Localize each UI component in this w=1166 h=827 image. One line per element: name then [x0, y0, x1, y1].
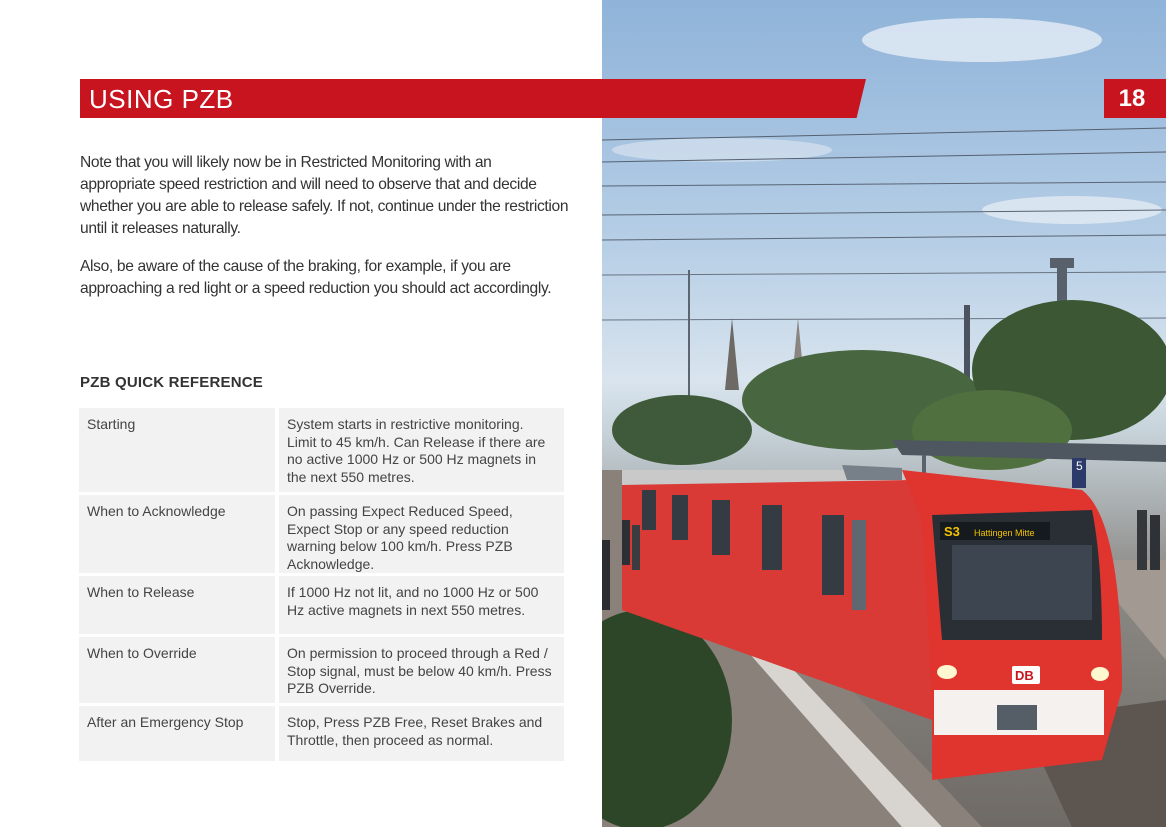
- row-description: On permission to proceed through a Red / Stop signal, must be below 40 km/h. Press PZB Override.: [275, 637, 564, 703]
- table-row: [79, 495, 564, 573]
- platform-number: 5: [1076, 459, 1083, 473]
- row-label: Starting: [79, 408, 275, 492]
- train-scene-illustration: [602, 0, 1166, 827]
- page-number: 18: [1118, 85, 1146, 112]
- row-description: If 1000 Hz not lit, and no 1000 Hz or 500 Hz active magnets in next 550 metres.: [275, 576, 564, 634]
- train-photo: [602, 0, 1166, 827]
- train-destination-display: Hattingen Mitte: [974, 528, 1035, 538]
- reference-table: [79, 405, 564, 764]
- table-row: [79, 706, 564, 761]
- table-row: [79, 576, 564, 634]
- train-route-display: S3: [944, 524, 960, 539]
- body-paragraph-2: Also, be aware of the cause of the braking, for example, if you are approaching a red light or a speed reduction you should act accordingly.: [80, 258, 552, 297]
- page-title: USING PZB: [89, 84, 234, 114]
- row-description: System starts in restrictive monitoring. Limit to 45 km/h. Can Release if there are no active 1000 Hz or 500 Hz magnets in the next 550 metres.: [275, 408, 564, 492]
- db-logo: DB: [1015, 668, 1034, 683]
- row-description: Stop, Press PZB Free, Reset Brakes and Throttle, then proceed as normal.: [275, 706, 564, 761]
- row-label: When to Release: [79, 576, 275, 634]
- table-row: [79, 408, 564, 492]
- row-label: After an Emergency Stop: [79, 706, 275, 761]
- reference-heading: PZB QUICK REFERENCE: [80, 374, 263, 391]
- row-label: When to Override: [79, 637, 275, 703]
- row-description: On passing Expect Reduced Speed, Expect Stop or any speed reduction warning below 100 km/h. Press PZB Acknowledge.: [275, 495, 564, 573]
- body-paragraph-1: Note that you will likely now be in Restricted Monitoring with an appropriate speed restriction and will need to observe that and decide whether you are able to release safely. If not, continue under the restriction until it releases naturally.: [80, 154, 569, 237]
- table-row: [79, 637, 564, 703]
- row-label: When to Acknowledge: [79, 495, 275, 573]
